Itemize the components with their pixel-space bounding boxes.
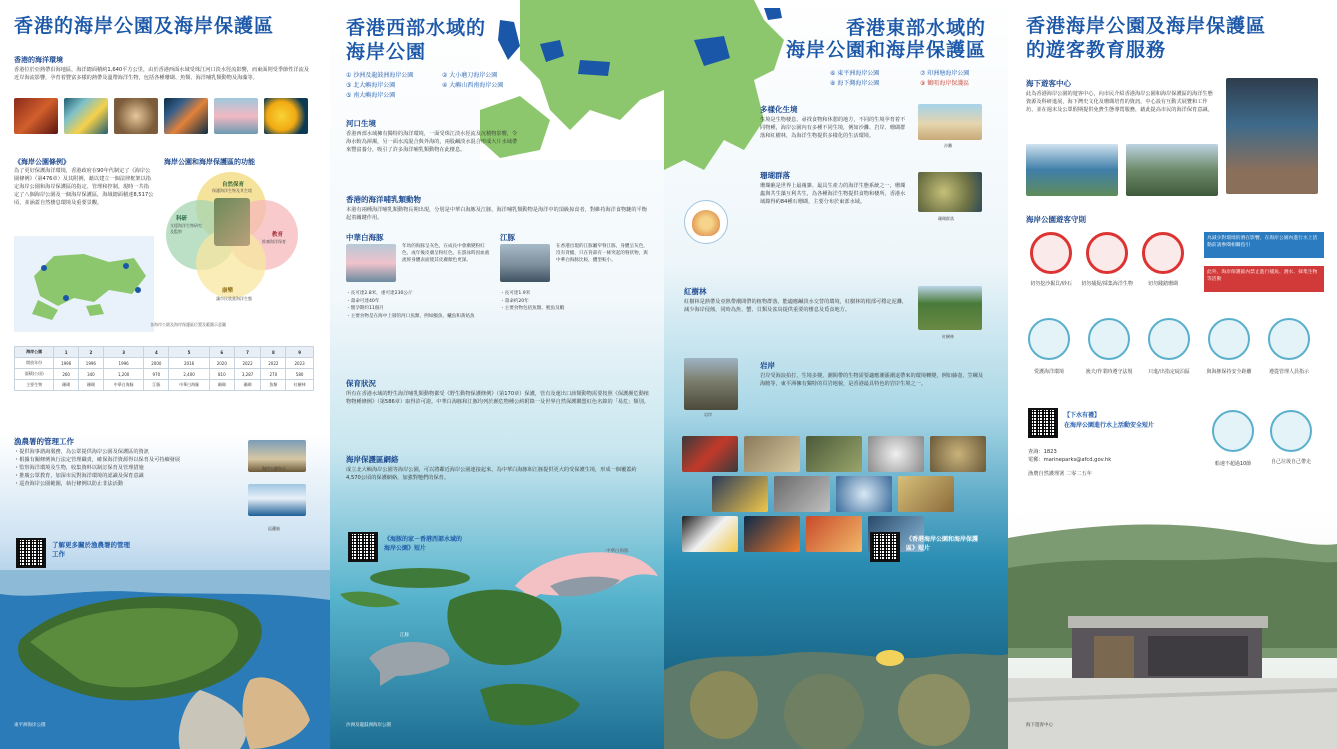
venn-desc-education: 推廣海洋保育 <box>262 239 286 244</box>
species-photo <box>898 476 954 512</box>
species-photo <box>744 516 800 552</box>
encouraged-caption-1: 愛護海洋環境 <box>1033 369 1064 375</box>
aquarium-photo <box>1026 144 1118 196</box>
beach-caption: 沙灘 <box>944 143 952 148</box>
estuary-heading: 河口生境 <box>346 119 376 128</box>
venn-desc-conservation: 保護海洋生物及其生境 <box>212 188 252 193</box>
table-cell: 江豚 <box>144 380 169 391</box>
table-row <box>15 369 314 380</box>
habitat-body: 生境是生物棲息、尋找食物和休憩的地方，不同的生境孕育着不同物種，海岸公園內有多種不同生境，例如沙灘、岩岸、珊瑚群落和紅樹林，為海洋生物提供多樣化的生活環境。 <box>760 117 906 139</box>
dolphin-points <box>346 290 492 320</box>
table-cell: 珊瑚 <box>54 380 79 391</box>
table-row <box>15 358 314 369</box>
legend-west-5: ⑤ 南大嶼海岸公園 <box>346 92 396 99</box>
centre-exterior-photo <box>1126 144 1218 196</box>
venn-centre-photo <box>214 198 250 246</box>
table-cell: 1,200 <box>103 369 144 380</box>
coral-body: 珊瑚礁是世界上最複雜、最具生產力的海洋生態系統之一，珊瑚蟲與共生藻互利共生，為各種海洋生物提供食物和棲所，香港水域錄得約84種石珊瑚，主要分布於東部水域。 <box>760 183 906 205</box>
edu-title-line1: 香港海岸公園及海岸保護區 <box>1026 15 1267 37</box>
rules-heading: 海岸公園遊客守則 <box>1026 215 1086 224</box>
brain-coral-photo <box>114 98 158 134</box>
coral-photo <box>14 98 58 134</box>
polyp-icon <box>692 210 720 236</box>
legend-east-8: ⑧ 海下灣海岸公園 <box>830 80 880 87</box>
bottom-caption-p1: 東平洲海岸公園 <box>14 723 46 728</box>
bottom-caption-p2: 沙洲及龍鼓洲海岸公園 <box>346 723 391 728</box>
venn-desc-research: 支援海洋生物研究及監察 <box>170 223 202 234</box>
dolphin-point: ・主要食物是在海中上層的河口魚類，例如鯔魚、鱸魚和黃姑魚 <box>346 313 475 319</box>
butterflyfish-photo <box>264 98 308 134</box>
management-item: ・推廣公眾教育，加深市民對海洋環境的認識及保育意識 <box>14 473 144 479</box>
porpoise-points <box>500 290 650 313</box>
ordinance-heading: 《海岸公園條例》 <box>14 158 70 166</box>
table-cell: 中華白海豚 <box>103 380 144 391</box>
table-cell: 1996 <box>54 358 79 369</box>
ordinance-body: 為了更好保護海洋環境，香港政府在90年代制定了《海岸公園條例》（第476章）及其附例，藉以建立一個法律框架以指定海岸公園和海岸保護區的指定、管理和控制。現時一共指定了八個海岸公園及一個海岸保護區，海域總面積達8,517公頃，並涵蓋自然棲息環境及重要景觀。 <box>14 168 154 206</box>
aerial-island-scene <box>0 570 330 749</box>
species-photo <box>930 436 986 472</box>
mangrove-photo <box>918 286 982 330</box>
mammals-heading: 香港的海洋哺乳類動物 <box>346 195 421 204</box>
table-cell: 2,400 <box>169 369 210 380</box>
patrol-boat-photo <box>248 484 306 516</box>
rocky-shore-photo <box>684 358 738 410</box>
beach-photo <box>918 104 982 140</box>
encouraged-caption-5: 遵從管理人員指示 <box>1268 369 1309 375</box>
coral-photo-p3 <box>918 172 982 212</box>
management-heading: 漁農署的管理工作 <box>14 437 74 446</box>
edu-title-line2: 的遊客教育服務 <box>1026 39 1167 61</box>
table-cell: 1 <box>54 347 79 358</box>
dolphin-point: ・長可達2.8米，重可達230公斤 <box>346 291 413 296</box>
qr-caption-east: 《香港海岸公園和海岸保護區》短片 <box>906 536 979 552</box>
table-cell: 珊瑚 <box>234 380 261 391</box>
boat-speed-icon <box>1212 410 1254 452</box>
legend-west-1: ① 沙洲及龍鼓洲海岸公園 <box>346 72 414 79</box>
dolphin-photo <box>214 98 258 134</box>
signboard-caption: 海岸公園告示 <box>262 466 286 471</box>
table-header-row <box>15 347 314 358</box>
encouraged-caption-2: 漁夫/作業時遵守法規 <box>1085 369 1133 375</box>
table-cell: 270 <box>261 369 286 380</box>
management-item: ・提供海事諮詢服務，為公眾提供海岸公園及保護區的資訊 <box>14 449 149 455</box>
venn-label-recreation: 康樂 <box>222 288 234 294</box>
table-cell: 8 <box>261 347 286 358</box>
rubbish-caption: 自己垃圾自己帶走 <box>1270 459 1311 465</box>
table-cell: 海岸公園 <box>15 347 54 358</box>
qr-code-safety[interactable] <box>1028 408 1058 438</box>
management-item: ・巡查海岸公園範圍，執行條例以防止非法活動 <box>14 481 123 487</box>
table-cell: 1996 <box>103 358 144 369</box>
table-cell: 9 <box>286 347 314 358</box>
rule-caption-1: 切勿挖沙掘貝/砂石 <box>1030 281 1072 287</box>
porpoise-point: ・壽命約20年 <box>500 298 529 304</box>
protect-ocean-icon <box>1028 318 1070 360</box>
species-photo <box>774 476 830 512</box>
rule-caption-2: 切勿捕捉/採集海洋生物 <box>1081 281 1133 287</box>
publisher: 漁農自然護理署 二零二五年 <box>1028 471 1092 477</box>
table-cell: 中華白海豚 <box>169 380 210 391</box>
table-cell: 珊瑚 <box>209 380 234 391</box>
dolphin-body: 年幼的海豚呈灰色，在成長中會漸變粉紅色，成年後皮膚呈粉紅色，在游泳時因血液流經身體表面使其皮膚顏色更深。 <box>402 244 490 263</box>
mammals-body: 本港有兩種海洋哺乳類動物長期出現，分別是中華白海豚及江豚，海洋哺乳類動物是海洋中的頂級掠食者，對維持海洋食物鏈的平衡起着關鍵作用。 <box>346 207 647 221</box>
porpoise-point: ・長可達1.9米 <box>500 291 531 296</box>
table-cell: 2023 <box>286 358 314 369</box>
network-heading: 海岸保護區網絡 <box>346 455 399 464</box>
legend-east-7: ⑦ 印洲塘海岸公園 <box>920 70 970 77</box>
patrol-boat-caption: 巡邏船 <box>268 526 280 531</box>
species-photo <box>682 436 738 472</box>
species-photo-grid <box>682 436 992 616</box>
rubbish-icon <box>1270 410 1312 452</box>
qr-caption-west: 《海豚的家－香港西部水域的海岸公園》短片 <box>384 536 463 552</box>
centre-body: 此為香港海岸公園的遊客中心，向市民介紹香港海岸公園和海岸保護區的海洋生態資源及科研進展，海下灣史文化及珊瑚培育的資訊，中心設有互動式展覽和工作坊，並在週末及公眾假期提供免費生態導賞服務，藉此提高市民的海洋保育意識。 <box>1026 91 1213 113</box>
east-title-line2: 海岸公園和海岸保護區 <box>785 39 986 61</box>
table-cell: 3,287 <box>234 369 261 380</box>
table-cell: 魚類 <box>261 380 286 391</box>
centre-heading: 海下遊客中心 <box>1026 79 1071 88</box>
porpoise-heading: 江豚 <box>500 233 515 242</box>
rocky-heading: 岩岸 <box>760 361 775 370</box>
qr-caption-management: 了解更多關於漁農署的管理工作 <box>52 541 130 558</box>
encouraged-caption-3: 只進/出指定碇泊區 <box>1148 369 1190 375</box>
table-row <box>15 380 314 391</box>
marine-env-body: 香港位於亞熱帶沿海地區，海洋總面積約1,640平方公里，由於香港西面水域受珠江河口淡水徑流影響，而東面則受季節性洋流及近岸海流影響，孕育着豐富多樣的熱帶及溫帶海洋生物，包括各種珊瑚、魚類、海洋哺乳類動物及海藻等。 <box>14 67 309 81</box>
legend-west-2: ② 大小磨刀海岸公園 <box>442 72 498 79</box>
table-cell: 2022 <box>261 358 286 369</box>
nudibranch-photo <box>164 98 208 134</box>
mangrove-heading: 紅樹林 <box>684 287 707 296</box>
staff-instruction-icon <box>1268 318 1310 360</box>
qr-code-east[interactable] <box>870 532 900 562</box>
status-body: 所有在香港水域的野生海洋哺乳類動物都受《野生動物保護條例》（第170章）保護，管有及運出口該類動物需要按照《保護瀕危動植物物種條例》（第586章）取得許可證。中華白海豚和江豚均列於瀕危物種公約附錄一及世界自然保護聯盟紅色名錄的「易危」類別。 <box>346 391 649 405</box>
boat-speed-caption: 船速不超過10節 <box>1214 461 1252 467</box>
table-cell: 主要生物 <box>15 380 54 391</box>
coral-caption: 珊瑚群落 <box>938 216 954 221</box>
table-cell: 1996 <box>79 358 104 369</box>
porpoise-illustration <box>366 630 452 690</box>
functions-heading: 海岸公園和海岸保護區的功能 <box>164 158 255 166</box>
coral-reef-scene <box>664 610 1008 749</box>
page-title: 香港的海岸公園及海岸保護區 <box>14 15 275 37</box>
bottom-caption-p4: 海下遊客中心 <box>1026 723 1053 728</box>
venn-label-conservation: 自然保育 <box>222 182 245 188</box>
east-title-line1: 香港東部水域的 <box>845 17 986 39</box>
map-note: 各海岸公園及海岸保護區位置及範圍示意圖 <box>150 322 226 327</box>
management-item: ・根據有關條例執行法定管理職責，確保海洋資源得以保育及可持續發展 <box>14 457 181 463</box>
west-title-line1: 香港西部水域的 <box>346 17 487 39</box>
species-photo <box>836 476 892 512</box>
no-collecting-icon <box>1086 232 1128 274</box>
table-cell: 面積(公頃) <box>15 369 54 380</box>
diver-icon <box>1088 318 1130 360</box>
encouraged-caption-4: 與海豚保持安全距離 <box>1206 369 1252 375</box>
rocky-body: 岩岸受海浪拍打，生境多變，潮間帶的生物需要適應潮漲潮退帶來的環境轉變，例如藤壺、笠螺及海膽等，東平洲擁有獨特的頁岩地貌，是香港最具特色的岩岸生境之一。 <box>760 373 984 387</box>
panel-education <box>1008 0 1337 749</box>
table-cell: 4 <box>144 347 169 358</box>
species-photo <box>712 476 768 512</box>
dolphin-photo-p2 <box>346 244 396 282</box>
marine-env-heading: 香港的海洋環境 <box>14 56 63 64</box>
legend-west-3: ③ 北大嶼海岸公園 <box>346 82 396 89</box>
hong-kong-map <box>14 236 154 332</box>
fish-photo <box>64 98 108 134</box>
table-cell: 珊瑚 <box>79 380 104 391</box>
status-heading: 保育狀況 <box>346 379 376 388</box>
dolphin-heading: 中華白海豚 <box>346 233 384 242</box>
species-photo <box>744 436 800 472</box>
visitor-centre-interior-photo <box>1226 78 1318 194</box>
table-cell: 970 <box>144 369 169 380</box>
table-cell: 580 <box>286 369 314 380</box>
table-cell: 2022 <box>234 358 261 369</box>
legend-west-4: ④ 大嶼山西南海岸公園 <box>442 82 504 89</box>
no-trampling-coral-icon <box>1142 232 1184 274</box>
enquiry-email[interactable]: 電郵：marineparks@afcd.gov.hk <box>1028 457 1112 463</box>
species-photo <box>806 516 862 552</box>
porpoise-label: 江豚 <box>400 633 409 638</box>
table-cell: 開放年份 <box>15 358 54 369</box>
table-cell: 5 <box>169 347 210 358</box>
porpoise-body: 在香港出現的江豚屬窄脊江豚，身體呈灰色，沒有背鰭，只在背部有一條突起的脊狀物，與中華白海豚比較，體型較小。 <box>556 244 648 263</box>
panel-intro <box>0 0 330 749</box>
dolphin-label: 中華白海豚 <box>606 549 629 554</box>
table-cell: 340 <box>79 369 104 380</box>
mangrove-caption: 紅樹林 <box>942 334 954 339</box>
legend-east-6: ⑥ 東平洲海岸公園 <box>830 70 880 77</box>
visitor-centre-scene <box>1008 508 1337 749</box>
qr-label-safety: 【下水有禮】 <box>1064 412 1101 419</box>
qr-code-west[interactable] <box>348 532 378 562</box>
venn-desc-recreation: 讓市民欣賞海洋生態 <box>216 296 252 301</box>
venn-label-education: 教育 <box>272 232 284 238</box>
estuary-body: 香港西部水域擁有獨特的海洋環境，一面受珠江淡水徑流及沉積物影響，令海水較為渾濁，另一面水流混合與外海的，兩股鹹淡水混合形成大片水域帶來豐富養分，吸引了許多海洋哺乳類動物在此棲息。 <box>346 131 518 153</box>
habitat-heading: 多樣化生境 <box>760 105 798 114</box>
species-photo <box>806 436 862 472</box>
anchor-icon <box>1148 318 1190 360</box>
rule-caption-3: 切勿踐踏珊瑚 <box>1147 281 1178 287</box>
porpoise-point: ・主要食物包括魚類、魷魚及蝦 <box>500 306 565 311</box>
management-list <box>14 448 234 488</box>
panel-east <box>664 0 1008 749</box>
table-cell: 6 <box>209 347 234 358</box>
qr-code-management[interactable] <box>16 538 46 568</box>
legend-east-9: ⑨ 鶴咀海岸保護區 <box>920 80 970 87</box>
management-item: ・監察海洋環境及生物，收集資料以制訂保育及管理措施 <box>14 465 144 471</box>
qr-caption-safety: 在海岸公園進行水上活動安全短片 <box>1064 422 1155 429</box>
table-cell: 260 <box>54 369 79 380</box>
dolphin-point: ・懷孕期約11個月 <box>346 306 385 311</box>
species-photo <box>682 516 738 552</box>
venn-label-research: 科研 <box>176 216 188 222</box>
no-digging-icon <box>1030 232 1072 274</box>
dolphin-distance-icon <box>1208 318 1250 360</box>
mangrove-body: 紅樹林是熱帶及亞熱帶潮間帶的植物群落，能適應鹹淡水交替的環境，紅樹林的根部可穩定泥灘，減少海岸侵蝕，同時為魚、蟹、貝類及雀鳥提供重要的棲息及覓食地方。 <box>684 299 908 313</box>
table-cell: 紅樹林 <box>286 380 314 391</box>
porpoise-photo <box>500 244 550 282</box>
rocky-caption: 岩岸 <box>704 412 712 417</box>
enquiry-phone: 查詢：1823 <box>1028 449 1057 455</box>
table-cell: 2020 <box>209 358 234 369</box>
notice-blue: 為減少對環境的潛在影響，在海岸公園內進行水上活動前請參閱相關指引 <box>1204 232 1324 258</box>
coral-heading: 珊瑚群落 <box>760 171 790 180</box>
table-cell: 2000 <box>144 358 169 369</box>
table-cell: 2016 <box>169 358 210 369</box>
table-cell: 810 <box>209 369 234 380</box>
panel-west <box>330 0 664 749</box>
dolphin-point: ・壽命可達40年 <box>346 298 380 304</box>
network-body: 成立北大嶼海岸公園等海岸公園，可以將鄰近海岸公園連接起來，為中華白海豚和江豚提供更大的受保護生境，形成一個覆蓋約4,570公頃的保護網絡，加強對牠們的保育。 <box>346 467 637 481</box>
table-cell: 3 <box>103 347 144 358</box>
marine-parks-table <box>14 346 314 391</box>
table-cell: 2 <box>79 347 104 358</box>
west-title-line2: 海岸公園 <box>346 41 427 63</box>
species-photo <box>868 436 924 472</box>
table-cell: 7 <box>234 347 261 358</box>
notice-red: 此外，海岸保護區內禁止進行捕魚、潛水、採集生物等活動 <box>1204 266 1324 292</box>
